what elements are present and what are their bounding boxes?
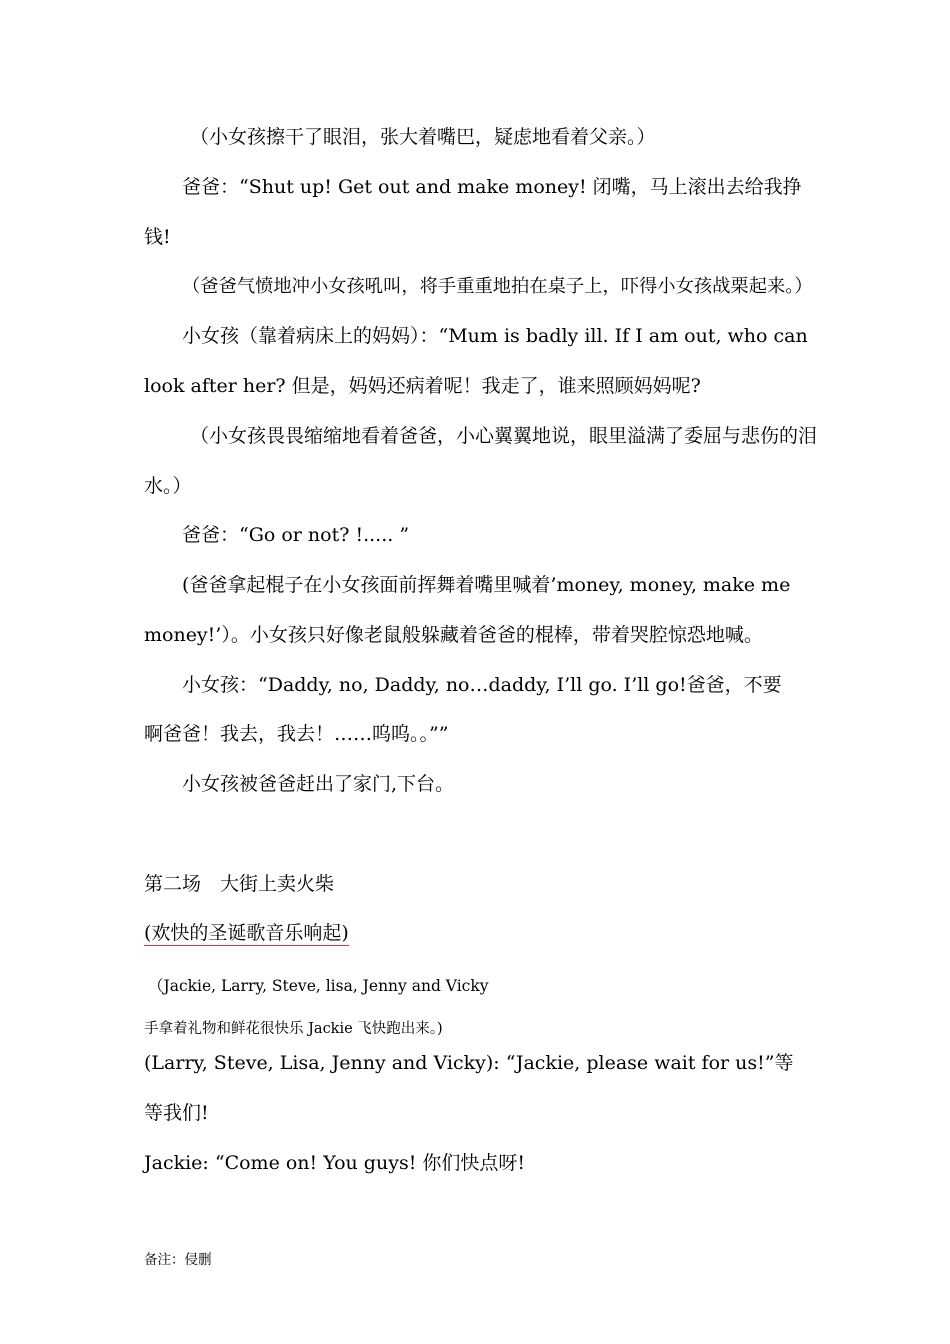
- paragraph-line: 钱!: [144, 226, 171, 248]
- paragraph-line: （小女孩畏畏缩缩地看着爸爸，小心翼翼地说，眼里溢满了委屈与悲伤的泪: [190, 425, 818, 447]
- paragraph-line: 小女孩：“Daddy, no, Daddy, no…daddy, I’ll go. I’ll go!爸爸，不要: [182, 674, 782, 696]
- paragraph-line: 爸爸：“Go or not? !..... ”: [182, 524, 410, 546]
- paragraph-line: （爸爸气愤地冲小女孩吼叫，将手重重地拍在桌子上，吓得小女孩战栗起来。）: [182, 276, 813, 297]
- scene-heading: 第二场 大街上卖火柴: [144, 873, 335, 895]
- footer-note: 备注：侵删: [144, 1252, 212, 1268]
- stage-direction: [144, 921, 814, 945]
- stage-direction-line: 手拿着礼物和鲜花很快乐 Jackie 飞快跑出来。): [144, 1021, 443, 1037]
- paragraph-line: 啊爸爸！我去，我去！……呜呜。。””: [144, 723, 449, 745]
- paragraph-line: 小女孩被爸爸赶出了家门,下台。: [182, 773, 455, 795]
- paragraph-line: 爸爸：“Shut up! Get out and make money! 闭嘴，马上滚出去给我挣: [182, 176, 802, 198]
- dialogue-line: (Larry, Steve, Lisa, Jenny and Vicky): “Jackie, please wait for us!”等: [144, 1052, 794, 1074]
- paragraph-line: 水。）: [144, 475, 192, 497]
- dialogue-line: 等我们!: [144, 1102, 209, 1124]
- underlined-stage-direction: (欢快的圣诞歌音乐响起): [144, 922, 349, 944]
- paragraph-line: 小女孩（靠着病床上的妈妈）：“Mum is badly ill. If I am out, who can: [182, 325, 808, 347]
- dialogue-line: Jackie: “Come on! You guys! 你们快点呀!: [144, 1152, 526, 1174]
- paragraph-line: money!’）。小女孩只好像老鼠般躲藏着爸爸的棍棒，带着哭腔惊恐地喊。: [144, 624, 763, 646]
- stage-direction-line: （Jackie, Larry, Steve, lisa, Jenny and Vicky: [148, 977, 489, 995]
- paragraph-line: (爸爸拿起棍子在小女孩面前挥舞着嘴里喊着’money, money, make me: [182, 574, 791, 596]
- paragraph-line: look after her? 但是，妈妈还病着呢！我走了，谁来照顾妈妈呢?: [144, 375, 701, 397]
- paragraph-line: （小女孩擦干了眼泪，张大着嘴巴，疑虑地看着父亲。）: [190, 126, 656, 148]
